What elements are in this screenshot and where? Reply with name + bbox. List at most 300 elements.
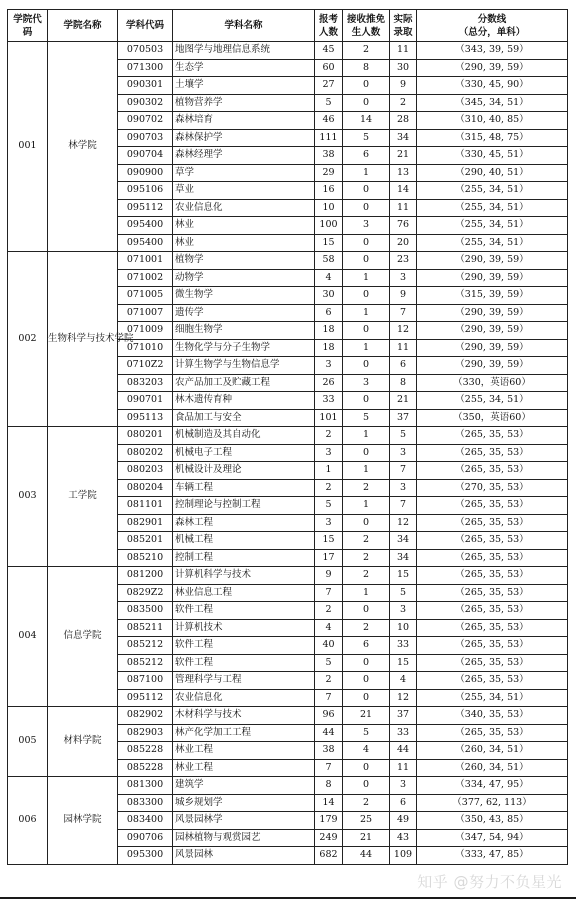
subject-name-cell: 软件工程: [173, 654, 315, 672]
cutoff-cell: （265, 35, 53）: [417, 514, 568, 532]
recommended-cell: 0: [343, 287, 390, 305]
subject-name-cell: 微生物学: [173, 287, 315, 305]
recommended-cell: 44: [343, 847, 390, 865]
applicants-cell: 96: [315, 707, 343, 725]
header-subject-name: 学科名称: [173, 10, 315, 42]
cutoff-cell: （260, 34, 51）: [417, 742, 568, 760]
cutoff-cell: （290, 39, 59）: [417, 304, 568, 322]
admitted-cell: 5: [390, 584, 417, 602]
table-row: [8, 427, 568, 445]
subject-code-cell: 085228: [118, 759, 173, 777]
applicants-cell: 40: [315, 637, 343, 655]
cutoff-cell: （265, 35, 53）: [417, 532, 568, 550]
admitted-cell: 34: [390, 532, 417, 550]
applicants-cell: 9: [315, 567, 343, 585]
cutoff-cell: （290, 39, 59）: [417, 357, 568, 375]
applicants-cell: 33: [315, 392, 343, 410]
admitted-cell: 28: [390, 112, 417, 130]
admitted-cell: 3: [390, 479, 417, 497]
recommended-cell: 5: [343, 409, 390, 427]
admitted-cell: 11: [390, 199, 417, 217]
subject-code-cell: 090301: [118, 77, 173, 95]
admitted-cell: 3: [390, 777, 417, 795]
recommended-cell: 2: [343, 42, 390, 60]
college-code-cell: 003: [8, 427, 48, 567]
subject-name-cell: 机械制造及其自动化: [173, 427, 315, 445]
subject-name-cell: 草业: [173, 182, 315, 200]
subject-code-cell: 095106: [118, 182, 173, 200]
recommended-cell: 14: [343, 112, 390, 130]
subject-code-cell: 090703: [118, 129, 173, 147]
subject-name-cell: 林产化学加工工程: [173, 724, 315, 742]
recommended-cell: 1: [343, 339, 390, 357]
subject-code-cell: 085211: [118, 619, 173, 637]
college-code-cell: 002: [8, 252, 48, 427]
applicants-cell: 5: [315, 94, 343, 112]
subject-name-cell: 机械电子工程: [173, 444, 315, 462]
subject-code-cell: 087100: [118, 672, 173, 690]
applicants-cell: 2: [315, 479, 343, 497]
recommended-cell: 1: [343, 584, 390, 602]
admitted-cell: 12: [390, 514, 417, 532]
admitted-cell: 34: [390, 549, 417, 567]
applicants-cell: 3: [315, 357, 343, 375]
cutoff-cell: （290, 39, 59）: [417, 252, 568, 270]
recommended-cell: 5: [343, 129, 390, 147]
subject-code-cell: 095112: [118, 199, 173, 217]
admitted-cell: 15: [390, 567, 417, 585]
applicants-cell: 38: [315, 742, 343, 760]
table-row: [8, 777, 568, 795]
cutoff-cell: （255, 34, 51）: [417, 689, 568, 707]
applicants-cell: 15: [315, 532, 343, 550]
subject-name-cell: 木材科学与技术: [173, 707, 315, 725]
subject-code-cell: 095112: [118, 689, 173, 707]
recommended-cell: 1: [343, 497, 390, 515]
header-recommended: 接收推免 生人数: [343, 10, 390, 42]
recommended-cell: 0: [343, 252, 390, 270]
college-code-cell: 005: [8, 707, 48, 777]
admitted-cell: 11: [390, 759, 417, 777]
applicants-cell: 7: [315, 584, 343, 602]
cutoff-cell: （255, 34, 51）: [417, 234, 568, 252]
cutoff-cell: （255, 34, 51）: [417, 199, 568, 217]
admitted-cell: 30: [390, 59, 417, 77]
recommended-cell: 8: [343, 59, 390, 77]
cutoff-cell: （265, 35, 53）: [417, 724, 568, 742]
admitted-cell: 7: [390, 304, 417, 322]
subject-name-cell: 森林经理学: [173, 147, 315, 165]
recommended-cell: 0: [343, 514, 390, 532]
admitted-cell: 5: [390, 427, 417, 445]
admitted-cell: 44: [390, 742, 417, 760]
admitted-cell: 21: [390, 147, 417, 165]
recommended-cell: 0: [343, 94, 390, 112]
subject-code-cell: 083400: [118, 812, 173, 830]
cutoff-cell: （265, 35, 53）: [417, 584, 568, 602]
applicants-cell: 58: [315, 252, 343, 270]
applicants-cell: 4: [315, 619, 343, 637]
table-row: [8, 707, 568, 725]
subject-code-cell: 071007: [118, 304, 173, 322]
applicants-cell: 4: [315, 269, 343, 287]
recommended-cell: 1: [343, 462, 390, 480]
subject-code-cell: 085212: [118, 637, 173, 655]
applicants-cell: 1: [315, 462, 343, 480]
subject-code-cell: 082902: [118, 707, 173, 725]
college-name-cell: 林学院: [48, 42, 118, 252]
subject-name-cell: 软件工程: [173, 637, 315, 655]
recommended-cell: 2: [343, 794, 390, 812]
cutoff-cell: （290, 39, 59）: [417, 339, 568, 357]
recommended-cell: 21: [343, 707, 390, 725]
admitted-cell: 8: [390, 374, 417, 392]
recommended-cell: 25: [343, 812, 390, 830]
college-name-cell: 工学院: [48, 427, 118, 567]
college-name-cell: 信息学院: [48, 567, 118, 707]
applicants-cell: 7: [315, 689, 343, 707]
header-college-code: 学院代 码: [8, 10, 48, 42]
subject-name-cell: 建筑学: [173, 777, 315, 795]
subject-name-cell: 计算机技术: [173, 619, 315, 637]
subject-code-cell: 095300: [118, 847, 173, 865]
subject-code-cell: 095400: [118, 217, 173, 235]
cutoff-cell: （265, 35, 53）: [417, 672, 568, 690]
cutoff-cell: （270, 35, 53）: [417, 479, 568, 497]
college-code-cell: 001: [8, 42, 48, 252]
header-row: [8, 10, 568, 42]
cutoff-cell: （310, 40, 85）: [417, 112, 568, 130]
applicants-cell: 5: [315, 654, 343, 672]
subject-code-cell: 0829Z2: [118, 584, 173, 602]
subject-code-cell: 090704: [118, 147, 173, 165]
recommended-cell: 1: [343, 304, 390, 322]
subject-code-cell: 0710Z2: [118, 357, 173, 375]
admitted-cell: 6: [390, 794, 417, 812]
subject-name-cell: 森林工程: [173, 514, 315, 532]
subject-name-cell: 遗传学: [173, 304, 315, 322]
recommended-cell: 0: [343, 759, 390, 777]
recommended-cell: 2: [343, 532, 390, 550]
admitted-cell: 9: [390, 287, 417, 305]
header-subject-code: 学科代码: [118, 10, 173, 42]
cutoff-cell: （343, 39, 59）: [417, 42, 568, 60]
subject-name-cell: 农业信息化: [173, 689, 315, 707]
subject-code-cell: 071002: [118, 269, 173, 287]
subject-name-cell: 农业信息化: [173, 199, 315, 217]
cutoff-cell: （265, 35, 53）: [417, 567, 568, 585]
subject-code-cell: 071300: [118, 59, 173, 77]
cutoff-cell: （330，英语60）: [417, 374, 568, 392]
admitted-cell: 3: [390, 269, 417, 287]
subject-name-cell: 城乡规划学: [173, 794, 315, 812]
recommended-cell: 2: [343, 619, 390, 637]
cutoff-cell: （315, 48, 75）: [417, 129, 568, 147]
subject-name-cell: 植物学: [173, 252, 315, 270]
admitted-cell: 9: [390, 77, 417, 95]
cutoff-cell: （265, 35, 53）: [417, 654, 568, 672]
applicants-cell: 6: [315, 304, 343, 322]
subject-code-cell: 071009: [118, 322, 173, 340]
cutoff-cell: （290, 40, 51）: [417, 164, 568, 182]
subject-code-cell: 090702: [118, 112, 173, 130]
applicants-cell: 14: [315, 794, 343, 812]
cutoff-cell: （265, 35, 53）: [417, 602, 568, 620]
recommended-cell: 0: [343, 444, 390, 462]
recommended-cell: 4: [343, 742, 390, 760]
subject-name-cell: 软件工程: [173, 602, 315, 620]
cutoff-cell: （350, 43, 85）: [417, 812, 568, 830]
subject-code-cell: 085212: [118, 654, 173, 672]
cutoff-cell: （265, 35, 53）: [417, 637, 568, 655]
subject-name-cell: 控制理论与控制工程: [173, 497, 315, 515]
subject-name-cell: 土壤学: [173, 77, 315, 95]
cutoff-cell: （265, 35, 53）: [417, 444, 568, 462]
subject-name-cell: 林业工程: [173, 759, 315, 777]
recommended-cell: 2: [343, 567, 390, 585]
subject-code-cell: 081200: [118, 567, 173, 585]
subject-code-cell: 083500: [118, 602, 173, 620]
college-name-cell: 材料学院: [48, 707, 118, 777]
cutoff-cell: （315, 39, 59）: [417, 287, 568, 305]
admitted-cell: 43: [390, 829, 417, 847]
applicants-cell: 15: [315, 234, 343, 252]
applicants-cell: 18: [315, 322, 343, 340]
subject-name-cell: 计算机科学与技术: [173, 567, 315, 585]
admitted-cell: 49: [390, 812, 417, 830]
subject-code-cell: 071010: [118, 339, 173, 357]
admitted-cell: 76: [390, 217, 417, 235]
subject-code-cell: 070503: [118, 42, 173, 60]
applicants-cell: 45: [315, 42, 343, 60]
admitted-cell: 12: [390, 322, 417, 340]
subject-code-cell: 082901: [118, 514, 173, 532]
admitted-cell: 34: [390, 129, 417, 147]
applicants-cell: 18: [315, 339, 343, 357]
recommended-cell: 0: [343, 602, 390, 620]
admitted-cell: 7: [390, 497, 417, 515]
recommended-cell: 0: [343, 672, 390, 690]
cutoff-cell: （377, 62, 113）: [417, 794, 568, 812]
recommended-cell: 1: [343, 427, 390, 445]
cutoff-cell: （290, 39, 59）: [417, 322, 568, 340]
applicants-cell: 60: [315, 59, 343, 77]
recommended-cell: 0: [343, 234, 390, 252]
applicants-cell: 46: [315, 112, 343, 130]
applicants-cell: 2: [315, 672, 343, 690]
subject-name-cell: 食品加工与安全: [173, 409, 315, 427]
subject-name-cell: 林业: [173, 234, 315, 252]
subject-code-cell: 090701: [118, 392, 173, 410]
recommended-cell: 0: [343, 77, 390, 95]
subject-name-cell: 机械工程: [173, 532, 315, 550]
cutoff-cell: （265, 35, 53）: [417, 549, 568, 567]
subject-name-cell: 林业: [173, 217, 315, 235]
college-name-cell: 生物科学与技术学院: [48, 252, 118, 427]
subject-name-cell: 生态学: [173, 59, 315, 77]
cutoff-cell: （265, 35, 53）: [417, 619, 568, 637]
admitted-cell: 11: [390, 42, 417, 60]
subject-code-cell: 095400: [118, 234, 173, 252]
subject-code-cell: 081101: [118, 497, 173, 515]
cutoff-cell: （350，英语60）: [417, 409, 568, 427]
table-row: [8, 567, 568, 585]
admitted-cell: 13: [390, 164, 417, 182]
subject-code-cell: 080204: [118, 479, 173, 497]
subject-name-cell: 细胞生物学: [173, 322, 315, 340]
recommended-cell: 2: [343, 549, 390, 567]
subject-name-cell: 草学: [173, 164, 315, 182]
applicants-cell: 249: [315, 829, 343, 847]
subject-code-cell: 090302: [118, 94, 173, 112]
bottom-divider: [0, 897, 576, 899]
applicants-cell: 5: [315, 497, 343, 515]
subject-code-cell: 080202: [118, 444, 173, 462]
recommended-cell: 6: [343, 637, 390, 655]
admitted-cell: 23: [390, 252, 417, 270]
applicants-cell: 10: [315, 199, 343, 217]
subject-name-cell: 农产品加工及贮藏工程: [173, 374, 315, 392]
applicants-cell: 682: [315, 847, 343, 865]
admitted-cell: 7: [390, 462, 417, 480]
subject-code-cell: 090706: [118, 829, 173, 847]
admitted-cell: 14: [390, 182, 417, 200]
applicants-cell: 111: [315, 129, 343, 147]
cutoff-cell: （265, 35, 53）: [417, 462, 568, 480]
cutoff-cell: （255, 34, 51）: [417, 392, 568, 410]
subject-code-cell: 071001: [118, 252, 173, 270]
header-college-name: 学院名称: [48, 10, 118, 42]
cutoff-cell: （255, 34, 51）: [417, 182, 568, 200]
subject-name-cell: 计算生物学与生物信息学: [173, 357, 315, 375]
admitted-cell: 33: [390, 637, 417, 655]
recommended-cell: 0: [343, 392, 390, 410]
applicants-cell: 3: [315, 444, 343, 462]
watermark: 知乎 @努力不负星光: [417, 873, 562, 891]
admissions-table: [7, 9, 568, 865]
cutoff-cell: （330, 45, 90）: [417, 77, 568, 95]
recommended-cell: 3: [343, 374, 390, 392]
header-cutoff: 分数线 （总分，单科）: [417, 10, 568, 42]
subject-name-cell: 地图学与地理信息系统: [173, 42, 315, 60]
subject-name-cell: 车辆工程: [173, 479, 315, 497]
recommended-cell: 0: [343, 357, 390, 375]
admitted-cell: 15: [390, 654, 417, 672]
recommended-cell: 6: [343, 147, 390, 165]
subject-name-cell: 风景园林学: [173, 812, 315, 830]
subject-name-cell: 管理科学与工程: [173, 672, 315, 690]
cutoff-cell: （334, 47, 95）: [417, 777, 568, 795]
applicants-cell: 100: [315, 217, 343, 235]
applicants-cell: 3: [315, 514, 343, 532]
recommended-cell: 3: [343, 217, 390, 235]
subject-name-cell: 生物化学与分子生物学: [173, 339, 315, 357]
subject-name-cell: 林业工程: [173, 742, 315, 760]
admitted-cell: 11: [390, 339, 417, 357]
admitted-cell: 3: [390, 602, 417, 620]
applicants-cell: 17: [315, 549, 343, 567]
admitted-cell: 2: [390, 94, 417, 112]
college-name-cell: 园林学院: [48, 777, 118, 865]
recommended-cell: 0: [343, 182, 390, 200]
subject-name-cell: 动物学: [173, 269, 315, 287]
table-row: [8, 252, 568, 270]
table-row: [8, 42, 568, 60]
applicants-cell: 38: [315, 147, 343, 165]
cutoff-cell: （340, 35, 53）: [417, 707, 568, 725]
applicants-cell: 101: [315, 409, 343, 427]
subject-code-cell: 083203: [118, 374, 173, 392]
subject-name-cell: 机械设计及理论: [173, 462, 315, 480]
applicants-cell: 26: [315, 374, 343, 392]
cutoff-cell: （345, 34, 51）: [417, 94, 568, 112]
subject-code-cell: 095113: [118, 409, 173, 427]
subject-name-cell: 森林培育: [173, 112, 315, 130]
college-code-cell: 004: [8, 567, 48, 707]
admitted-cell: 37: [390, 707, 417, 725]
subject-name-cell: 控制工程: [173, 549, 315, 567]
admitted-cell: 6: [390, 357, 417, 375]
header-admitted: 实际 录取: [390, 10, 417, 42]
applicants-cell: 7: [315, 759, 343, 777]
subject-code-cell: 080203: [118, 462, 173, 480]
applicants-cell: 2: [315, 427, 343, 445]
cutoff-cell: （333, 47, 85）: [417, 847, 568, 865]
recommended-cell: 0: [343, 777, 390, 795]
subject-name-cell: 林业信息工程: [173, 584, 315, 602]
recommended-cell: 0: [343, 322, 390, 340]
subject-code-cell: 082903: [118, 724, 173, 742]
recommended-cell: 1: [343, 269, 390, 287]
applicants-cell: 30: [315, 287, 343, 305]
admitted-cell: 10: [390, 619, 417, 637]
applicants-cell: 16: [315, 182, 343, 200]
admitted-cell: 21: [390, 392, 417, 410]
table-body: [8, 42, 568, 865]
subject-code-cell: 090900: [118, 164, 173, 182]
header-applicants: 报考 人数: [315, 10, 343, 42]
cutoff-cell: （330, 45, 51）: [417, 147, 568, 165]
applicants-cell: 8: [315, 777, 343, 795]
subject-code-cell: 071005: [118, 287, 173, 305]
subject-code-cell: 081300: [118, 777, 173, 795]
subject-code-cell: 085210: [118, 549, 173, 567]
admitted-cell: 20: [390, 234, 417, 252]
cutoff-cell: （290, 39, 59）: [417, 59, 568, 77]
admitted-cell: 33: [390, 724, 417, 742]
recommended-cell: 21: [343, 829, 390, 847]
recommended-cell: 5: [343, 724, 390, 742]
subject-code-cell: 085201: [118, 532, 173, 550]
subject-name-cell: 植物营养学: [173, 94, 315, 112]
admitted-cell: 4: [390, 672, 417, 690]
cutoff-cell: （290, 39, 59）: [417, 269, 568, 287]
cutoff-cell: （255, 34, 51）: [417, 217, 568, 235]
subject-code-cell: 085228: [118, 742, 173, 760]
applicants-cell: 44: [315, 724, 343, 742]
recommended-cell: 0: [343, 199, 390, 217]
recommended-cell: 0: [343, 654, 390, 672]
applicants-cell: 27: [315, 77, 343, 95]
subject-code-cell: 080201: [118, 427, 173, 445]
subject-name-cell: 风景园林: [173, 847, 315, 865]
admitted-cell: 109: [390, 847, 417, 865]
cutoff-cell: （260, 34, 51）: [417, 759, 568, 777]
college-code-cell: 006: [8, 777, 48, 865]
admitted-cell: 12: [390, 689, 417, 707]
cutoff-cell: （265, 35, 53）: [417, 497, 568, 515]
applicants-cell: 179: [315, 812, 343, 830]
